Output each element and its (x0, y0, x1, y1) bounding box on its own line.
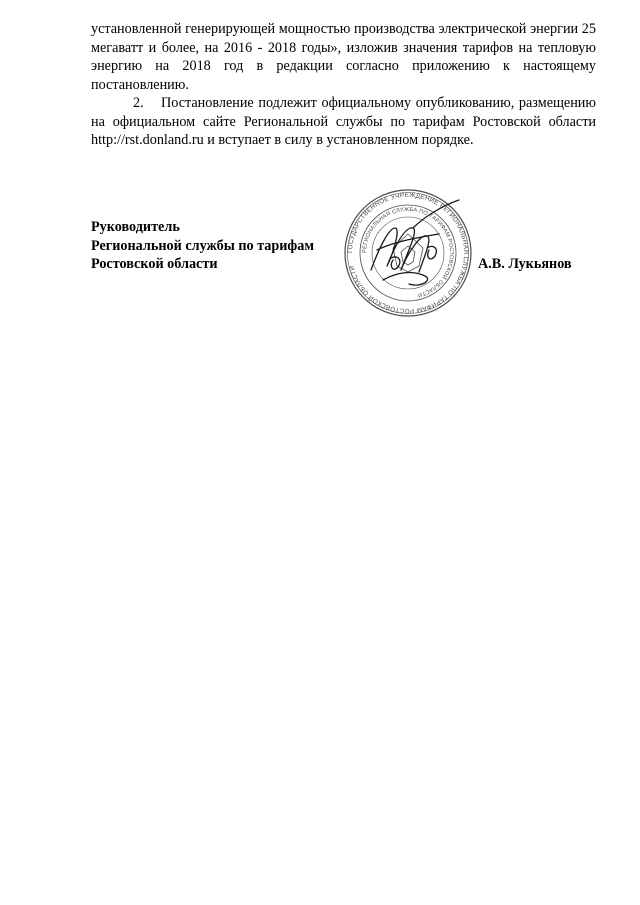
signature-position-line-3: Ростовской области (91, 256, 218, 272)
paragraph-1: установленной генерирующей мощностью производства электрической энергии 25 мегаватт и более, на 2016 - 2018 годы», изложив значения тарифов на тепловую энергию на 2018 год в редакции согласно приложению к настоящему постановлению. (91, 21, 596, 93)
signature-position-line-2: Региональной службы по тарифам (91, 237, 315, 254)
signatory-name: А.В. Лукьянов (478, 256, 572, 272)
paragraph-2-number: 2. (133, 95, 144, 111)
seal-inner-text-path: РЕГИОНАЛЬНАЯ СЛУЖБА ПО ТАРИФАМ РОСТОВСКОЙ ОБЛАСТИ (361, 206, 455, 298)
seal-outer-text-path: ГОСУДАРСТВЕННОЕ УЧРЕЖДЕНИЕ РЕГИОНАЛЬНАЯ СЛУЖБА ПО ТАРИФАМ РОСТОВСКОЙ ОБЛАСТИ (346, 191, 470, 315)
official-seal-stamp (343, 188, 473, 318)
signature-position-line-1: Руководитель (91, 219, 180, 235)
paragraph-2-text: Постановление подлежит официальному опубликованию, размещению на официальном сайте Региональной службы по тарифам Ростовской области http://rst.donland.ru и вступает в силу в установленном порядке. (91, 95, 596, 148)
paragraph-2 (91, 94, 596, 150)
document-body (91, 20, 596, 150)
